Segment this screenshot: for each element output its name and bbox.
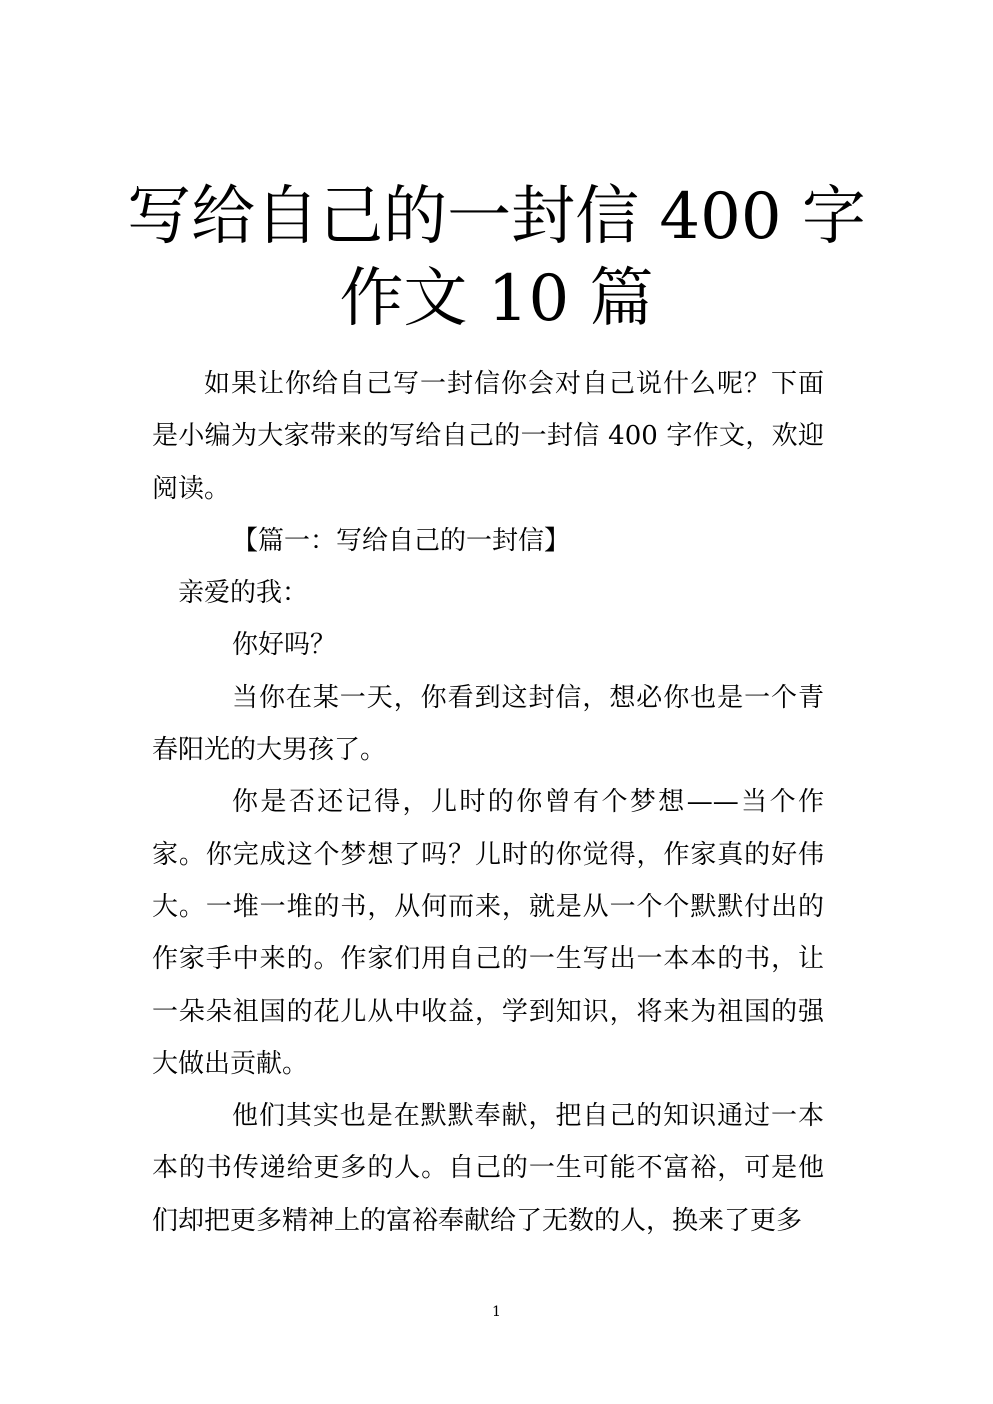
page-number: 1 <box>492 1304 501 1320</box>
letter-salutation: 亲爱的我： <box>178 578 309 609</box>
body-paragraph: 你好吗？ <box>232 630 337 661</box>
document-title <box>0 176 993 340</box>
body-paragraph: 他们其实也是在默默奉献，把自己的知识通过一本本的书传递给更多的人。自己的一生可能不富裕，可是他们却把更多精神上的富裕奉献给了无数的人，换来了更多 <box>152 1101 824 1236</box>
document-body <box>152 358 824 1247</box>
body-paragraph: 你是否还记得，儿时的你曾有个梦想——当个作家。你完成这个梦想了吗？儿时的你觉得，作家真的好伟大。一堆一堆的书，从何而来，就是从一个个默默付出的作家手中来的。作家们用自己的一生写出一本本的书，让一朵朵祖国的花儿从中收益，学到知识，将来为祖国的强大做出贡献。 <box>152 787 824 1079</box>
title-line-2: 作文 10 篇 <box>339 262 654 336</box>
title-line-1: 写给自己的一封信 400 字 <box>127 180 866 254</box>
intro-paragraph: 如果让你给自己写一封信你会对自己说什么呢？下面是小编为大家带来的写给自己的一封信 400 字作文，欢迎阅读。 <box>152 369 824 504</box>
section-heading: 【篇一：写给自己的一封信】 <box>232 525 571 556</box>
body-paragraph: 当你在某一天，你看到这封信，想必你也是一个青春阳光的大男孩了。 <box>152 682 824 766</box>
